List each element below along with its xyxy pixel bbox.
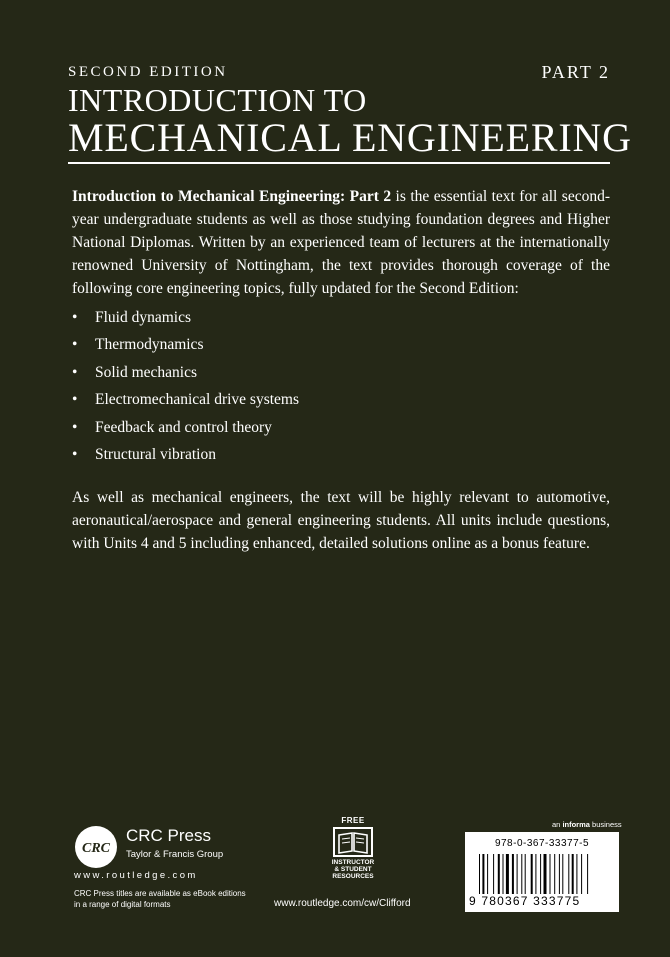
title-line-1: INTRODUCTION TO xyxy=(68,82,367,118)
companion-website[interactable]: www.routledge.com/cw/Clifford xyxy=(274,898,411,909)
list-item xyxy=(72,443,299,470)
isbn-label: 978-0-367-33377-5 xyxy=(494,838,590,849)
list-item xyxy=(72,416,299,443)
topic-label: Thermodynamics xyxy=(95,336,204,354)
intro-bold-title: Introduction to Mechanical Engineering: Part 2 xyxy=(72,188,392,205)
ebook-note: CRC Press titles are available as eBook editions in a range of digital formats xyxy=(74,889,246,909)
badge-line-1: INSTRUCTOR xyxy=(331,859,375,866)
informa-tagline xyxy=(552,820,622,829)
bullet-icon: • xyxy=(72,309,78,326)
resources-badge xyxy=(328,816,378,880)
bullet-icon: • xyxy=(72,418,78,436)
badge-line-3: RESOURCES xyxy=(332,873,374,880)
crc-logo-text: CRC xyxy=(81,841,111,856)
informa-suffix: business xyxy=(589,820,622,829)
list-item xyxy=(72,361,299,388)
edition-label: SECOND EDITION xyxy=(68,64,228,80)
publisher-name: CRC Press xyxy=(126,826,212,845)
badge-text xyxy=(328,859,378,880)
topic-list xyxy=(72,306,299,470)
bullet-icon: • xyxy=(72,336,78,354)
badge-line-2: & STUDENT xyxy=(334,866,372,873)
barcode-icon xyxy=(479,854,605,894)
topic-label: Feedback and control theory xyxy=(95,418,272,436)
informa-brand: informa xyxy=(562,820,590,829)
book-icon xyxy=(333,827,373,857)
topic-label: Solid mechanics xyxy=(95,363,198,381)
part-label: PART 2 xyxy=(541,62,610,82)
topic-label: Fluid dynamics xyxy=(95,309,192,326)
publisher-group: Taylor & Francis Group xyxy=(126,849,224,860)
title-line-2: MECHANICAL ENGINEERING xyxy=(68,115,632,160)
isbn-digits: 9 780367 333775 xyxy=(469,894,581,908)
barcode-panel xyxy=(465,832,619,912)
crc-logo-icon xyxy=(74,825,118,869)
topic-label: Structural vibration xyxy=(95,445,216,463)
list-item xyxy=(72,306,299,333)
list-item xyxy=(72,388,299,415)
intro-text: is the essential text for all second-year undergraduate students as well as those studying foundation degrees and Higher National Diplomas. Written by an experienced team of lecturers at the internationally renowned University of Nottingham, the text provides thorough coverage of the following core engineering topics, fully updated for the Second Edition: xyxy=(72,188,610,297)
informa-prefix: an xyxy=(552,820,563,829)
title-rule xyxy=(68,162,610,164)
bullet-icon: • xyxy=(72,445,78,463)
bullet-icon: • xyxy=(72,391,78,409)
outro-paragraph: As well as mechanical engineers, the text will be highly relevant to automotive, aeronautical/aerospace and general engineering students. All units include questions, with Units 4 and 5 including enhanced, detailed solutions online as a bonus feature. xyxy=(72,489,610,552)
bullet-icon: • xyxy=(72,363,78,381)
list-item xyxy=(72,333,299,360)
intro-paragraph xyxy=(72,185,610,300)
publisher-website[interactable]: www.routledge.com xyxy=(74,870,198,881)
badge-free-label: FREE xyxy=(341,816,365,825)
topic-label: Electromechanical drive systems xyxy=(95,391,300,409)
